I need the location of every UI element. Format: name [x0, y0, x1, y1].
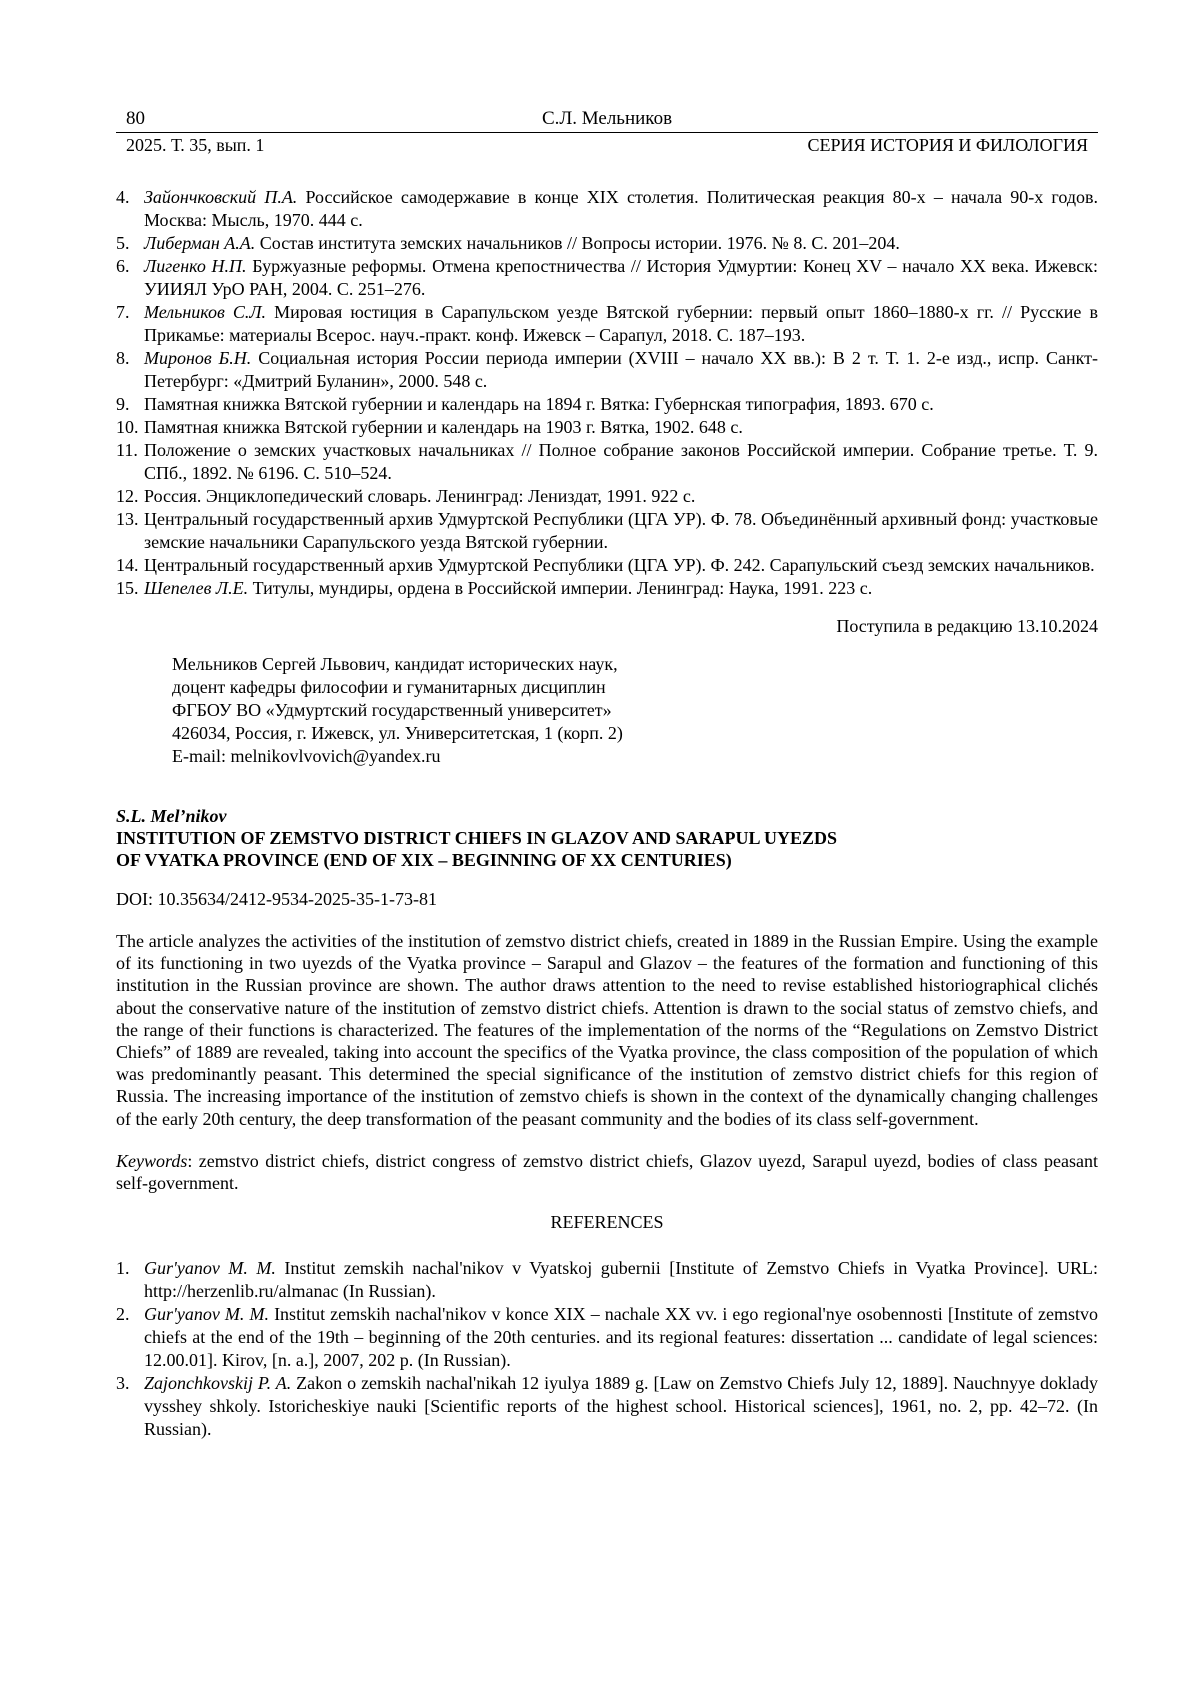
- affiliation-line: ФГБОУ ВО «Удмуртский государственный университет»: [172, 699, 1098, 722]
- abstract: The article analyzes the activities of the institution of zemstvo district chiefs, created in 1889 in the Russian Empire. Using the example of its functioning in two uyezds of the Vyatka province – Sarapul and Glazov – the features of the formation and functioning of this institution in the Russian province are shown. The author draws attention to the need to revise established historiographical clichés about the conservative nature of the institution of zemstvo district chiefs. Attention is drawn to the social status of zemstvo chiefs, and the range of their functions is characterized. The features of the implementation of the norms of the “Regulations on Zemstvo District Chiefs” of 1889 are revealed, taking into account the specifics of the Vyatka province, the class composition of the population of which was predominantly peasant. This determined the special significance of the institution of zemstvo district chiefs for this region of Russia. The increasing importance of the institution of zemstvo chiefs is shown in the context of the dynamically changing challenges of the early 20th century, the deep transformation of the peasant community and the bodies of its class self-government.: [116, 930, 1098, 1130]
- reference-text: [144, 301, 1098, 347]
- reference-item: [116, 1303, 1098, 1372]
- reference-item: [116, 416, 1098, 439]
- issue-info: 2025. Т. 35, вып. 1: [126, 135, 264, 156]
- reference-item: [116, 255, 1098, 301]
- reference-text: [144, 1303, 1098, 1372]
- reference-item: [116, 577, 1098, 600]
- reference-text: [144, 255, 1098, 301]
- reference-body: Мировая юстиция в Сарапульском уезде Вятской губернии: первый опыт 1860–1880-х гг. // Русские в Прикамье: материалы Всерос. науч.-практ. конф. Ижевск – Сарапул, 2018. С. 187–193.: [144, 302, 1098, 345]
- reference-text: [144, 186, 1098, 232]
- reference-text: [144, 393, 1098, 416]
- reference-number: 12.: [116, 485, 144, 508]
- series-title: СЕРИЯ ИСТОРИЯ И ФИЛОЛОГИЯ: [808, 135, 1088, 156]
- running-author: С.Л. Мельников: [116, 108, 1098, 130]
- author-affiliation: [116, 653, 1098, 768]
- russian-reference-list: [116, 186, 1098, 600]
- reference-number: 7.: [116, 301, 144, 347]
- reference-item: [116, 301, 1098, 347]
- affiliation-line: доцент кафедры философии и гуманитарных дисциплин: [172, 676, 1098, 699]
- keywords-text: : zemstvo district chiefs, district congress of zemstvo district chiefs, Glazov uyezd, Sarapul uyezd, bodies of class peasant self-government.: [116, 1151, 1098, 1193]
- reference-body: Памятная книжка Вятской губернии и календарь на 1894 г. Вятка: Губернская типография, 1893. 670 с.: [144, 394, 934, 414]
- reference-text: [144, 1257, 1098, 1303]
- doi: DOI: 10.35634/2412-9534-2025-35-1-73-81: [116, 889, 1098, 910]
- reference-author: Шепелев Л.Е.: [144, 578, 248, 598]
- affiliation-line: 426034, Россия, г. Ижевск, ул. Университетская, 1 (корп. 2): [172, 722, 1098, 745]
- reference-number: 14.: [116, 554, 144, 577]
- reference-item: [116, 232, 1098, 255]
- affiliation-email: E-mail: melnikovlvovich@yandex.ru: [172, 745, 1098, 768]
- reference-author: Миронов Б.Н.: [144, 348, 251, 368]
- reference-item: [116, 1372, 1098, 1441]
- reference-number: 6.: [116, 255, 144, 301]
- reference-author: Мельников С.Л.: [144, 302, 266, 322]
- reference-body: Положение о земских участковых начальниках // Полное собрание законов Российской империи. Собрание третье. Т. 9. СПб., 1892. № 6196. С. 510–524.: [144, 440, 1098, 483]
- reference-author: Gur'yanov M. M.: [144, 1304, 269, 1324]
- reference-number: 8.: [116, 347, 144, 393]
- reference-text: [144, 347, 1098, 393]
- reference-number: 1.: [116, 1257, 144, 1303]
- reference-number: 15.: [116, 577, 144, 600]
- reference-item: [116, 393, 1098, 416]
- reference-body: Россия. Энциклопедический словарь. Ленинград: Лениздат, 1991. 922 с.: [144, 486, 695, 506]
- received-date: Поступила в редакцию 13.10.2024: [116, 616, 1098, 637]
- reference-body: Титулы, мундиры, ордена в Российской империи. Ленинград: Наука, 1991. 223 с.: [248, 578, 872, 598]
- references-heading: REFERENCES: [116, 1212, 1098, 1233]
- reference-text: [144, 439, 1098, 485]
- reference-text: [144, 554, 1098, 577]
- reference-author: Gur'yanov M. M.: [144, 1258, 276, 1278]
- reference-number: 2.: [116, 1303, 144, 1372]
- reference-number: 13.: [116, 508, 144, 554]
- reference-text: [144, 577, 1098, 600]
- reference-body: Памятная книжка Вятской губернии и календарь на 1903 г. Вятка, 1902. 648 с.: [144, 417, 743, 437]
- running-header: [116, 108, 1098, 156]
- reference-text: [144, 1372, 1098, 1441]
- english-reference-list: [116, 1257, 1098, 1441]
- reference-item: [116, 1257, 1098, 1303]
- reference-number: 4.: [116, 186, 144, 232]
- title-line: INSTITUTION OF ZEMSTVO DISTRICT CHIEFS IN GLAZOV AND SARAPUL UYEZDS: [116, 827, 1098, 849]
- reference-body: Состав института земских начальников // Вопросы истории. 1976. № 8. С. 201–204.: [255, 233, 900, 253]
- reference-author: Zajonchkovskij P. A.: [144, 1373, 291, 1393]
- reference-item: [116, 554, 1098, 577]
- reference-number: 11.: [116, 439, 144, 485]
- reference-body: Institut zemskih nachal'nikov v konce XIX – nachale XX vv. i ego regional'nye osobennosti [Institute of zemstvo chiefs at the end of the 19th – beginning of the 20th centuries. and its regional features: dissertation ... candidate of legal sciences: 12.00.01]. Kirov, [n. a.], 2007, 202 p. (In Russian).: [144, 1304, 1098, 1370]
- main-content: [116, 186, 1098, 1441]
- reference-number: 3.: [116, 1372, 144, 1441]
- reference-body: Буржуазные реформы. Отмена крепостничества // История Удмуртии: Конец XV – начало XX века. Ижевск: УИИЯЛ УрО РАН, 2004. С. 251–276.: [144, 256, 1098, 299]
- reference-number: 9.: [116, 393, 144, 416]
- english-title: [116, 827, 1098, 871]
- reference-text: [144, 508, 1098, 554]
- keywords-label: Keywords: [116, 1151, 187, 1171]
- reference-number: 5.: [116, 232, 144, 255]
- reference-item: [116, 439, 1098, 485]
- english-author: S.L. Mel’nikov: [116, 806, 1098, 827]
- reference-text: [144, 232, 1098, 255]
- reference-item: [116, 485, 1098, 508]
- reference-number: 10.: [116, 416, 144, 439]
- affiliation-line: Мельников Сергей Львович, кандидат исторических наук,: [172, 653, 1098, 676]
- reference-item: [116, 186, 1098, 232]
- reference-item: [116, 347, 1098, 393]
- page-number: 80: [126, 108, 145, 130]
- reference-body: Центральный государственный архив Удмуртской Республики (ЦГА УР). Ф. 242. Сарапульский съезд земских начальников.: [144, 555, 1095, 575]
- reference-body: Социальная история России периода империи (XVIII – начало XX вв.): В 2 т. Т. 1. 2-е изд., испр. Санкт-Петербург: «Дмитрий Буланин», 2000. 548 с.: [144, 348, 1098, 391]
- reference-item: [116, 508, 1098, 554]
- reference-body: Российское самодержавие в конце XIX столетия. Политическая реакция 80-х – начала 90-х годов. Москва: Мысль, 1970. 444 с.: [144, 187, 1098, 230]
- reference-body: Zakon o zemskih nachal'nikah 12 iyulya 1889 g. [Law on Zemstvo Chiefs July 12, 1889]. Nauchnyye doklady vysshey shkoly. Istoricheskiye nauki [Scientific reports of the highest school. Historical sciences], 1961, no. 2, pp. 42–72. (In Russian).: [144, 1373, 1098, 1439]
- reference-text: [144, 485, 1098, 508]
- reference-text: [144, 416, 1098, 439]
- reference-author: Лигенко Н.П.: [144, 256, 247, 276]
- keywords: [116, 1150, 1098, 1194]
- reference-body: Institut zemskih nachal'nikov v Vyatskoj gubernii [Institute of Zemstvo Chiefs in Vyatka Province]. URL: http://herzenlib.ru/almanac (In Russian).: [144, 1258, 1098, 1301]
- title-line: OF VYATKA PROVINCE (END OF XIX – BEGINNING OF XX CENTURIES): [116, 849, 1098, 871]
- reference-author: Зайончковский П.А.: [144, 187, 297, 207]
- reference-body: Центральный государственный архив Удмуртской Республики (ЦГА УР). Ф. 78. Объединённый архивный фонд: участковые земские начальники Сарапульского уезда Вятской губернии.: [144, 509, 1098, 552]
- reference-author: Либерман А.А.: [144, 233, 255, 253]
